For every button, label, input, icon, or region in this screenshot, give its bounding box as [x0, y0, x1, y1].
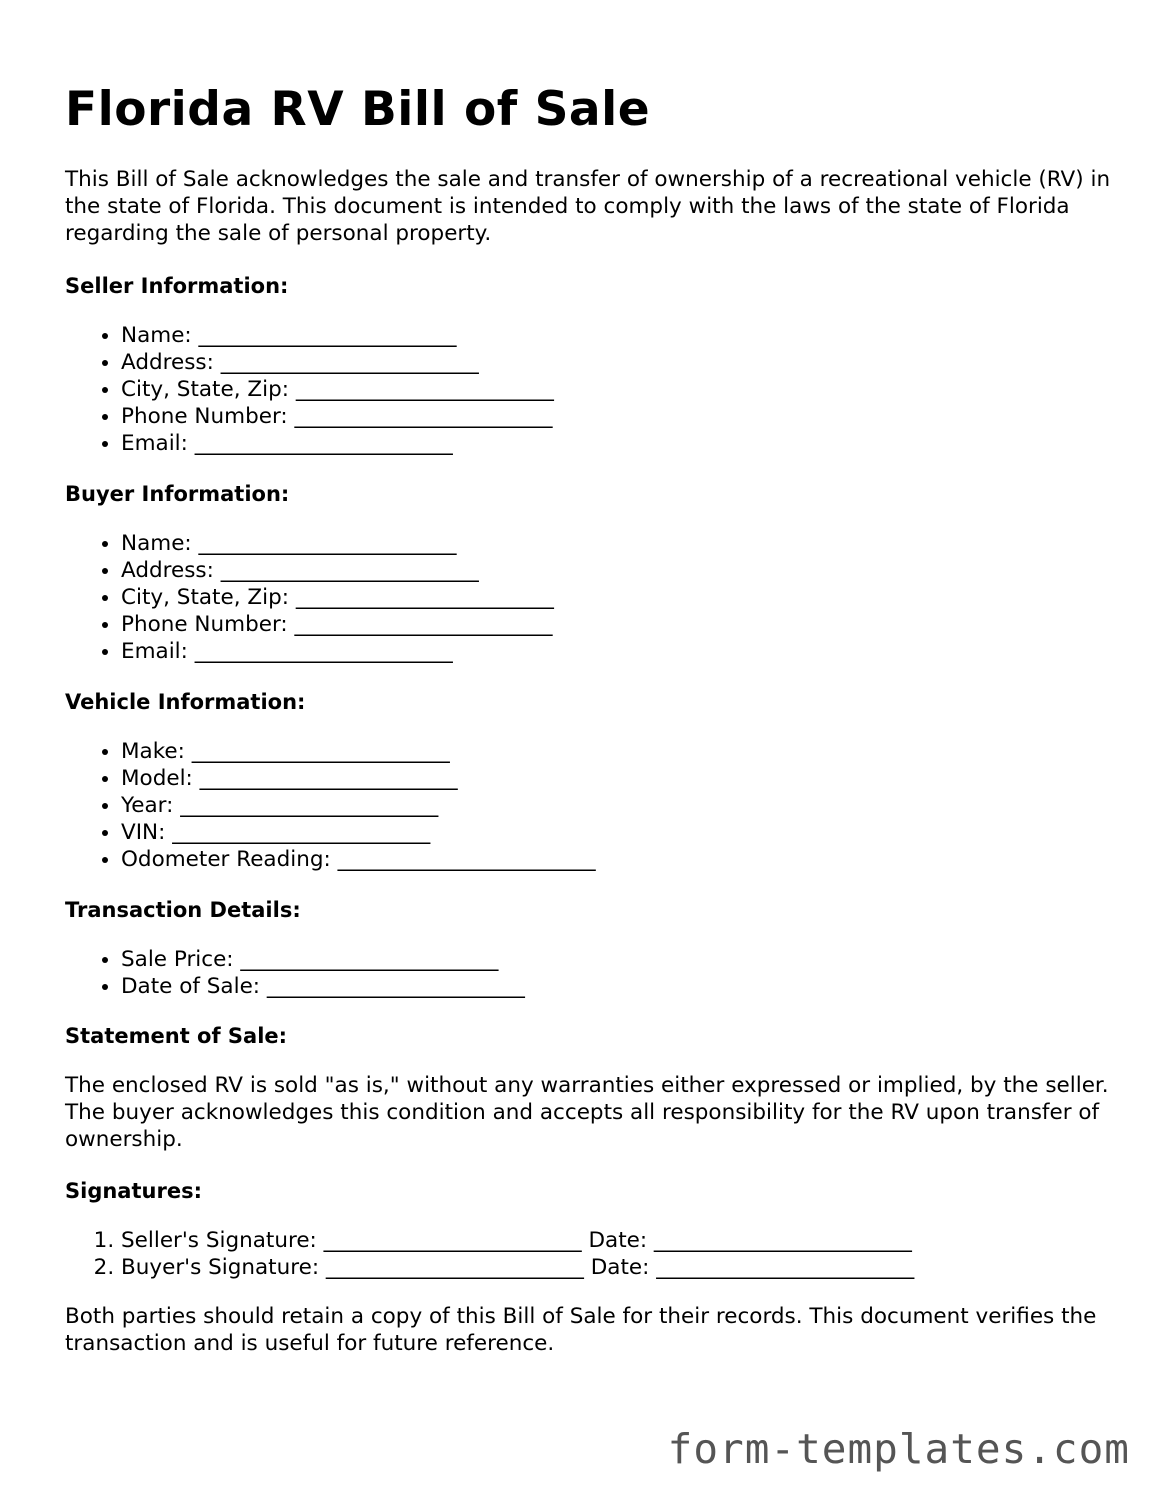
watermark-logo: form-templates.com: [667, 1425, 1130, 1473]
seller-city-state-zip-field: • City, State, Zip: ________________________: [121, 376, 1115, 403]
signatures-section: [65, 1177, 1115, 1281]
date-of-sale-field: • Date of Sale: ________________________: [121, 973, 1115, 1000]
signatures-heading: Signatures:: [65, 1178, 202, 1203]
seller-list: [65, 322, 1115, 458]
vehicle-year-field: • Year: ________________________: [121, 792, 1115, 819]
buyer-email-field: • Email: ________________________: [121, 638, 1115, 665]
signatures-list: [65, 1227, 1115, 1281]
document-title: Florida RV Bill of Sale: [65, 82, 651, 137]
vehicle-model-field: • Model: ________________________: [121, 765, 1115, 792]
buyer-list: [65, 530, 1115, 666]
buyer-city-state-zip-field: • City, State, Zip: ________________________: [121, 584, 1115, 611]
document-page: [65, 78, 1115, 1357]
transaction-section: [65, 896, 1115, 1000]
vehicle-vin-field: • VIN: ________________________: [121, 819, 1115, 846]
seller-name-field: • Name: ________________________: [121, 322, 1115, 349]
statement-heading: Statement of Sale:: [65, 1024, 288, 1049]
statement-section: [65, 1022, 1115, 1154]
vehicle-list: [65, 738, 1115, 874]
buyer-signature-line: 2. Buyer's Signature: ________________________ Date: ________________________: [121, 1254, 1115, 1281]
seller-address-field: • Address: ________________________: [121, 349, 1115, 376]
buyer-name-field: • Name: ________________________: [121, 530, 1115, 557]
vehicle-section: [65, 688, 1115, 874]
statement-paragraph: The enclosed RV is sold "as is," without any warranties either expressed or implied, by the seller. The buyer acknowledges this condition and accepts all responsibility for the RV upon transfer of ownership.: [65, 1073, 1109, 1153]
buyer-address-field: • Address: ________________________: [121, 557, 1115, 584]
buyer-heading: Buyer Information:: [65, 481, 290, 506]
vehicle-odometer-field: • Odometer Reading: ________________________: [121, 846, 1115, 873]
transaction-heading: Transaction Details:: [65, 897, 301, 922]
vehicle-heading: Vehicle Information:: [65, 689, 306, 714]
seller-phone-field: • Phone Number: ________________________: [121, 403, 1115, 430]
closing-paragraph: Both parties should retain a copy of this Bill of Sale for their records. This document verifies the transaction and is useful for future reference.: [65, 1304, 1097, 1357]
buyer-section: [65, 480, 1115, 666]
seller-email-field: • Email: ________________________: [121, 430, 1115, 457]
transaction-list: [65, 946, 1115, 1000]
sale-price-field: • Sale Price: ________________________: [121, 946, 1115, 973]
seller-heading: Seller Information:: [65, 273, 289, 298]
seller-signature-line: 1. Seller's Signature: ________________________ Date: ________________________: [121, 1227, 1115, 1254]
buyer-phone-field: • Phone Number: ________________________: [121, 611, 1115, 638]
intro-paragraph: This Bill of Sale acknowledges the sale and transfer of ownership of a recreational vehicle (RV) in the state of Florida. This document is intended to comply with the laws of the state of Florida regarding the sale of personal property.: [65, 167, 1111, 247]
seller-section: [65, 272, 1115, 458]
vehicle-make-field: • Make: ________________________: [121, 738, 1115, 765]
